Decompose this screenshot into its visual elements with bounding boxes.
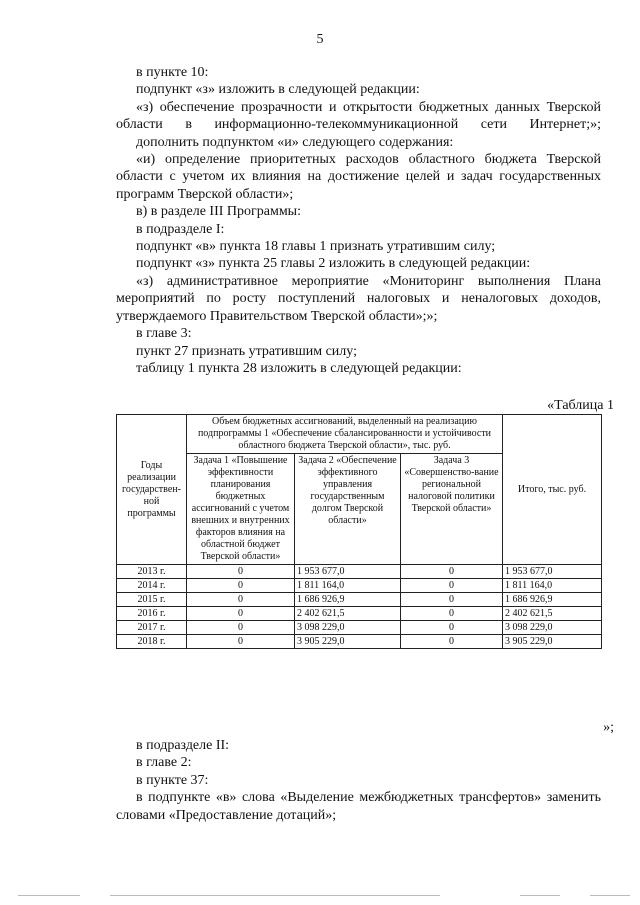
cell-year: 2014 г. xyxy=(117,579,187,593)
cell-total: 3 098 229,0 xyxy=(503,621,602,635)
cell-task-3: 0 xyxy=(401,593,503,607)
table-row xyxy=(117,607,602,621)
paragraph: подпункт «з» изложить в следующей редакции: xyxy=(136,82,420,98)
paragraph: подпункт «в» пункта 18 главы 1 признать утратившим силу; xyxy=(136,239,496,255)
paragraph: в главе 3: xyxy=(136,326,192,342)
header-budget-group: Объем бюджетных ассигнований, выделенный на реализацию подпрограммы 1 «Обеспечение сбалансированности и устойчивости областного бюджета Тверской области», тыс. руб. xyxy=(187,415,503,454)
cell-task-2: 3 098 229,0 xyxy=(295,621,401,635)
paragraph: «з) административное мероприятие «Мониторинг выполнения Плана мероприятий по росту поступлений налоговых и неналоговых доходов, утверждаемого Правительством Тверской области»;»; xyxy=(116,273,601,324)
cell-task-3: 0 xyxy=(401,579,503,593)
table-label: «Таблица 1 xyxy=(547,398,614,413)
cell-total: 2 402 621,5 xyxy=(503,607,602,621)
cell-task-2: 1 686 926,9 xyxy=(295,593,401,607)
cell-year: 2013 г. xyxy=(117,565,187,579)
paragraph: «и) определение приоритетных расходов областного бюджета Тверской области с учетом их влияния на достижение целей и задач государственных программ Тверской области»; xyxy=(116,152,601,202)
paragraph: в подразделе I: xyxy=(136,221,225,237)
cell-task-1: 0 xyxy=(187,607,295,621)
paragraph: в подразделе II: xyxy=(136,738,230,753)
paragraph: в) в разделе III Программы: xyxy=(136,204,301,220)
scan-footer-lines xyxy=(0,893,640,899)
paragraph: в пункте 10: xyxy=(136,65,209,80)
cell-total: 1 686 926,9 xyxy=(503,593,602,607)
header-task-2: Задача 2 «Обеспечение эффективного управления государственным долгом Тверской области» xyxy=(295,454,401,565)
header-total: Итого, тыс. руб. xyxy=(503,415,602,565)
cell-task-1: 0 xyxy=(187,565,295,579)
cell-task-2: 2 402 621,5 xyxy=(295,607,401,621)
cell-task-2: 1 811 164,0 xyxy=(295,579,401,593)
paragraph: в главе 2: xyxy=(136,755,192,771)
table-row xyxy=(117,565,602,579)
table-row xyxy=(117,579,602,593)
cell-task-3: 0 xyxy=(401,635,503,649)
cell-total: 1 811 164,0 xyxy=(503,579,602,593)
cell-year: 2018 г. xyxy=(117,635,187,649)
paragraph: в пункте 37: xyxy=(136,772,209,788)
amendment-text-upper xyxy=(116,64,601,377)
table-closing: »; xyxy=(603,720,614,735)
header-task-3: Задача 3 «Совершенство-вание региональной налоговой политики Тверской области» xyxy=(401,454,503,565)
header-years: Годы реализации государствен-ной программы xyxy=(117,415,187,565)
cell-task-3: 0 xyxy=(401,607,503,621)
cell-year: 2015 г. xyxy=(117,593,187,607)
header-task-1: Задача 1 «Повышение эффективности планирования бюджетных ассигнований с учетом внешних и внутренних факторов влияния на областной бюджет Тверской области» xyxy=(187,454,295,565)
table-row xyxy=(117,593,602,607)
page-number: 5 xyxy=(316,32,324,47)
table-row xyxy=(117,635,602,649)
cell-task-1: 0 xyxy=(187,621,295,635)
amendment-text-lower xyxy=(116,737,601,824)
table-row xyxy=(117,621,602,635)
cell-year: 2016 г. xyxy=(117,607,187,621)
cell-task-1: 0 xyxy=(187,635,295,649)
cell-total: 1 953 677,0 xyxy=(503,565,602,579)
paragraph: «з) обеспечение прозрачности и открытости бюджетных данных Тверской области в информационно-телекоммуникационной сети Интернет;»; xyxy=(116,99,601,133)
cell-task-3: 0 xyxy=(401,621,503,635)
cell-task-1: 0 xyxy=(187,593,295,607)
paragraph: в подпункте «в» слова «Выделение межбюджетных трансфертов» заменить словами «Предоставление дотаций»; xyxy=(116,790,601,823)
budget-table xyxy=(116,414,602,649)
paragraph: таблицу 1 пункта 28 изложить в следующей редакции: xyxy=(136,360,462,376)
cell-task-2: 1 953 677,0 xyxy=(295,565,401,579)
paragraph: дополнить подпунктом «и» следующего содержания: xyxy=(136,134,454,150)
cell-task-1: 0 xyxy=(187,579,295,593)
cell-year: 2017 г. xyxy=(117,621,187,635)
cell-task-3: 0 xyxy=(401,565,503,579)
cell-total: 3 905 229,0 xyxy=(503,635,602,649)
paragraph: пункт 27 признать утратившим силу; xyxy=(136,343,357,359)
cell-task-2: 3 905 229,0 xyxy=(295,635,401,649)
paragraph: подпункт «з» пункта 25 главы 2 изложить в следующей редакции: xyxy=(136,256,531,272)
